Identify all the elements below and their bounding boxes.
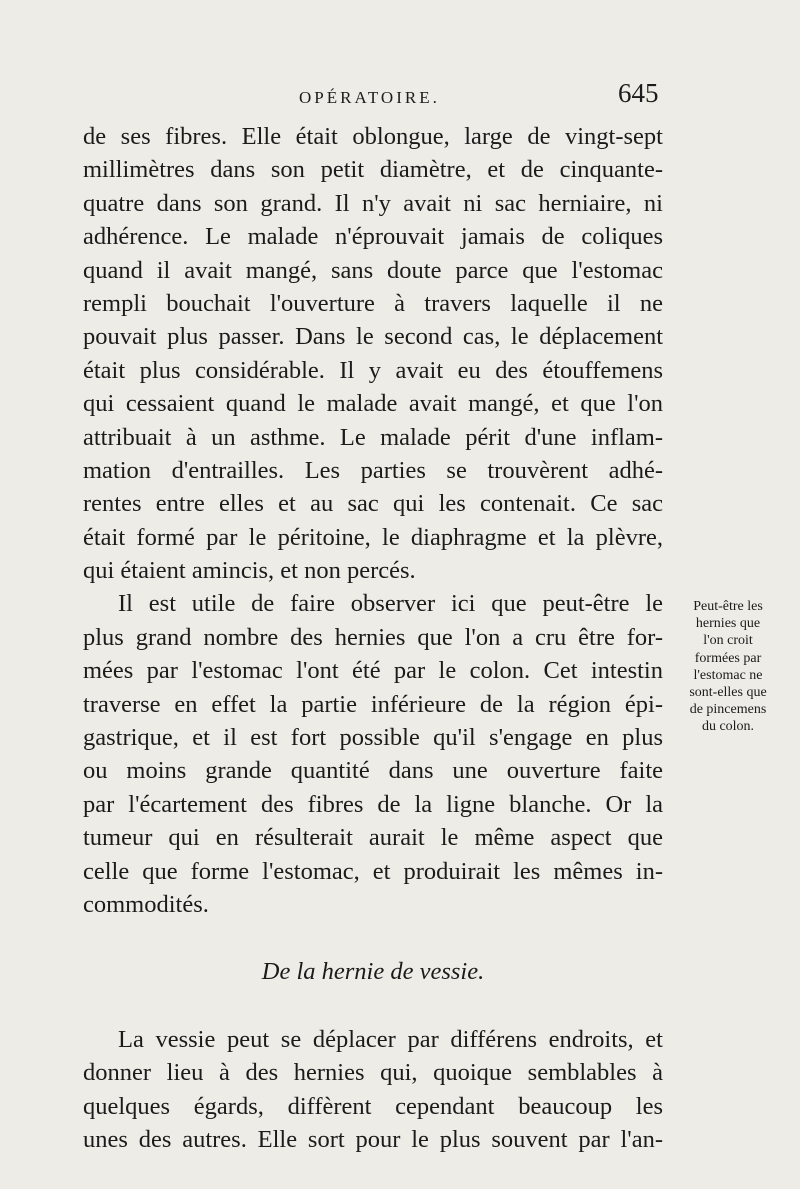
text-line: Il est utile de faire observer ici que peut-être le <box>118 590 663 618</box>
text-line: qui étaient amincis, et non percés. <box>83 557 416 585</box>
margin-note-line: sont-elles que <box>689 685 767 701</box>
text-line: La vessie peut se déplacer par différens endroits, et <box>118 1026 663 1053</box>
text-line: de ses fibres. Elle était oblongue, large de vingt-sept <box>83 123 663 150</box>
text-line: unes des autres. Elle sort pour le plus souvent par l'an- <box>83 1126 663 1154</box>
margin-note-line: formées par <box>694 650 762 666</box>
margin-note-line: de pincemens <box>689 702 767 718</box>
text-line: celle que forme l'estomac, et produirait les mêmes in- <box>83 857 663 885</box>
text-line: attribuait à un asthme. Le malade périt d'une inflam- <box>83 423 663 451</box>
text-line: était formé par le péritoine, le diaphragme et la plèvre, <box>83 523 663 551</box>
text-line: quand il avait mangé, sans doute parce que l'estomac <box>83 256 663 284</box>
margin-note-line: l'on croit <box>703 633 753 649</box>
margin-note-line: hernies que <box>695 616 761 632</box>
text-line: ou moins grande quantité dans une ouverture faite <box>83 757 663 785</box>
margin-note-line: l'estomac ne <box>693 667 763 683</box>
text-line: était plus considérable. Il y avait eu des étouffemens <box>83 356 663 384</box>
text-line: mation d'entrailles. Les parties se trouvèrent adhé- <box>83 456 663 484</box>
text-line: qui cessaient quand le malade avait mangé, et que l'on <box>83 390 663 418</box>
margin-note-line: Peut-être les <box>693 599 763 614</box>
page-number: 645 <box>618 78 659 108</box>
section-text <box>83 1023 663 1157</box>
text-line: gastrique, et il est fort possible qu'il s'engage en plus <box>83 724 663 752</box>
text-line: rentes entre elles et au sac qui les contenait. Ce sac <box>83 490 663 518</box>
margin-note-line: du colon. <box>701 719 755 735</box>
section-title: De la hernie de vessie. <box>261 958 485 985</box>
running-head: OPÉRATOIRE. <box>299 88 440 107</box>
margin-note <box>664 598 792 736</box>
text-line: mées par l'estomac l'ont été par le colon. Cet intestin <box>83 657 663 685</box>
body-text <box>83 120 663 921</box>
text-line: millimètres dans son petit diamètre, et de cinquante- <box>83 156 663 184</box>
text-line: commodités. <box>83 890 209 918</box>
text-line: quatre dans son grand. Il n'y avait ni sac herniaire, ni <box>83 189 663 217</box>
text-line: par l'écartement des fibres de la ligne blanche. Or la <box>83 790 663 818</box>
text-line: traverse en effet la partie inférieure de la région épi- <box>83 690 663 718</box>
text-line: donner lieu à des hernies qui, quoique semblables à <box>83 1059 663 1087</box>
text-line: pouvait plus passer. Dans le second cas, le déplacement <box>83 323 663 351</box>
text-line: quelques égards, diffèrent cependant beaucoup les <box>83 1092 663 1120</box>
text-line: tumeur qui en résulterait aurait le même aspect que <box>83 824 663 852</box>
text-line: rempli bouchait l'ouverture à travers laquelle il ne <box>83 289 663 317</box>
text-line: adhérence. Le malade n'éprouvait jamais de coliques <box>83 223 663 251</box>
text-line: plus grand nombre des hernies que l'on a cru être for- <box>83 623 663 651</box>
